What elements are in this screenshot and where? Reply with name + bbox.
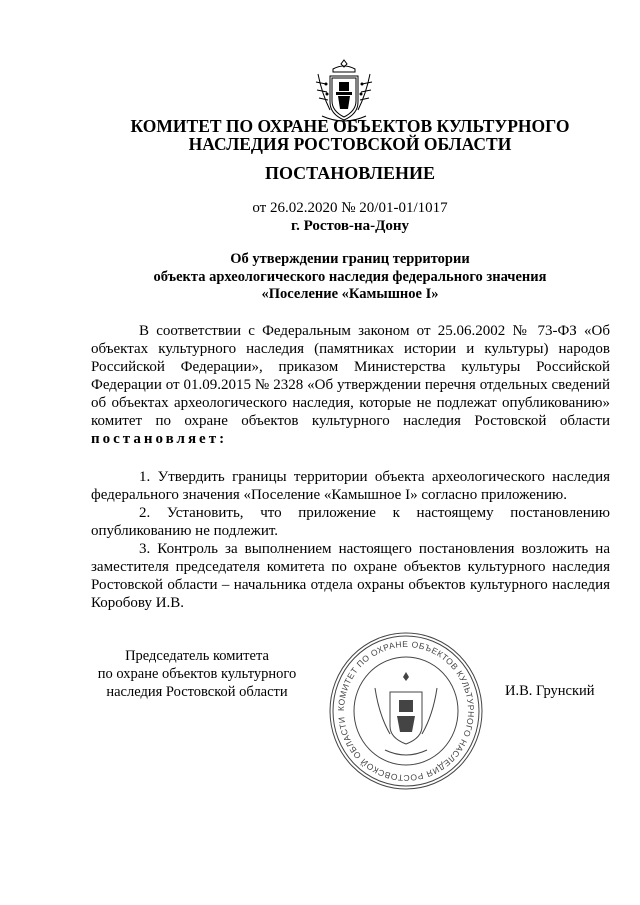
document-type: ПОСТАНОВЛЕНИЕ: [264, 163, 436, 183]
subject-line-2: объекта археологического наследия федерального значения: [153, 268, 547, 285]
document-subject: [90, 251, 610, 304]
document-body: [91, 322, 610, 612]
organization-line-2: НАСЛЕДИЯ РОСТОВСКОЙ ОБЛАСТИ: [188, 134, 512, 154]
issuing-organization: [90, 117, 610, 153]
city: г. Ростов-на-Дону: [290, 218, 410, 234]
subject-line-3: «Поселение «Камышное I»: [261, 286, 439, 302]
preamble-text: В соответствии с Федеральным законом от 25.06.2002 № 73-ФЗ «Об объектах культурного наследия (памятниках истории и культуры) народов Российской Федерации», приказом Министерства культуры Российской Федерации от 01.09.2015 № 2328 «Об утверждении перечня отдельных сведений об объектах археологического наследия, которые не подлежат опубликованию» комитет по охране объектов культурного наследия Ростовской области: [91, 323, 610, 429]
resolution-item-2: 2. Установить, что приложение к настоящему постановлению опубликованию не подлежит.: [91, 505, 610, 539]
resolves-keyword: постановляет:: [91, 431, 228, 447]
document-meta: [90, 199, 610, 235]
signatory-title-line-2: по охране объектов культурного: [97, 666, 297, 682]
signatory-name: И.В. Грунский: [505, 683, 595, 699]
resolution-item-1: 1. Утвердить границы территории объекта археологического наследия федерального значения «Поселение «Камышное I» согласно приложению.: [91, 469, 610, 503]
signatory-title-line-3: наследия Ростовской области: [106, 684, 288, 700]
date-and-number: от 26.02.2020 № 20/01-01/1017: [252, 200, 448, 216]
preamble-paragraph: [91, 322, 610, 448]
resolution-item-3: 3. Контроль за выполнением настоящего постановления возложить на заместителя председателя комитета по охране объектов культурного наследия Ростовской области – начальника отдела охраны объектов культурного наследия Коробову И.В.: [91, 541, 610, 611]
official-round-seal-icon: [327, 630, 485, 792]
organization-line-1: КОМИТЕТ ПО ОХРАНЕ ОБЪЕКТОВ КУЛЬТУРНОГО: [130, 116, 570, 136]
subject-line-1: Об утверждении границ территории: [230, 251, 470, 267]
signatory-title: [86, 647, 308, 701]
seal-text: КОМИТЕТ ПО ОХРАНЕ ОБЪЕКТОВ КУЛЬТУРНОГО НАСЛЕДИЯ РОСТОВСКОЙ ОБЛАСТИ: [335, 638, 477, 784]
signatory-title-line-1: Председатель комитета: [125, 648, 269, 664]
